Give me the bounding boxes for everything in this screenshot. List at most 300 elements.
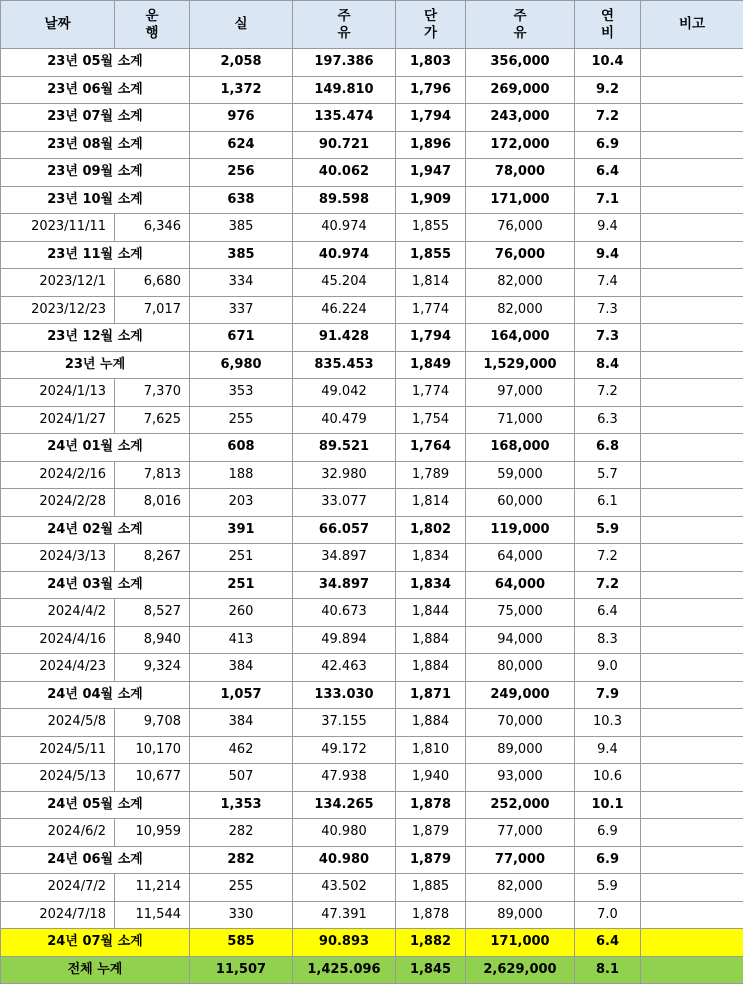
unit-price-cell: 1,814 [396,489,466,517]
actual-distance-cell: 384 [190,709,293,737]
unit-price-cell: 1,855 [396,214,466,242]
efficiency-cell: 6.9 [575,131,641,159]
actual-distance-cell: 585 [190,929,293,957]
efficiency-cell: 8.3 [575,626,641,654]
note-cell [641,214,743,242]
unit-price-cell: 1,947 [396,159,466,187]
efficiency-cell: 6.4 [575,159,641,187]
note-cell [641,406,743,434]
unit-price-cell: 1,884 [396,709,466,737]
subtotal-row [1,516,743,544]
efficiency-cell: 10.3 [575,709,641,737]
subtotal-row [1,131,743,159]
table-row [1,901,743,929]
table-row [1,819,743,847]
odometer-cell: 8,940 [115,626,190,654]
fuel-amount-cell: 37.155 [293,709,396,737]
date-cell: 2023/12/1 [1,269,115,297]
table-row [1,406,743,434]
fuel-amount-cell: 1,425.096 [293,956,396,984]
table-row [1,599,743,627]
efficiency-cell: 10.1 [575,791,641,819]
note-cell [641,296,743,324]
efficiency-cell: 7.0 [575,901,641,929]
efficiency-cell: 7.4 [575,269,641,297]
note-cell [641,599,743,627]
efficiency-cell: 7.2 [575,544,641,572]
efficiency-cell: 9.2 [575,76,641,104]
actual-distance-cell: 251 [190,544,293,572]
period-label: 24년 05월 소계 [1,791,190,819]
fuel-amount-cell: 49.172 [293,736,396,764]
actual-distance-cell: 353 [190,379,293,407]
efficiency-cell: 6.4 [575,929,641,957]
header-line: 연 [600,7,615,24]
header-note: 비고 [641,1,743,49]
fuel-cost-cell: 356,000 [466,49,575,77]
unit-price-cell: 1,844 [396,599,466,627]
date-cell: 2024/5/11 [1,736,115,764]
fuel-amount-cell: 89.521 [293,434,396,462]
unit-price-cell: 1,855 [396,241,466,269]
fuel-amount-cell: 40.980 [293,819,396,847]
subtotal-row [1,159,743,187]
actual-distance-cell: 413 [190,626,293,654]
unit-price-cell: 1,849 [396,351,466,379]
actual-distance-cell: 255 [190,874,293,902]
efficiency-cell: 6.9 [575,819,641,847]
fuel-amount-cell: 133.030 [293,681,396,709]
odometer-cell: 11,214 [115,874,190,902]
fuel-cost-cell: 171,000 [466,929,575,957]
efficiency-cell: 9.4 [575,214,641,242]
period-label: 24년 06월 소계 [1,846,190,874]
odometer-cell: 6,346 [115,214,190,242]
actual-distance-cell: 260 [190,599,293,627]
header-odometer [115,1,190,49]
fuel-cost-cell: 269,000 [466,76,575,104]
efficiency-cell: 5.7 [575,461,641,489]
unit-price-cell: 1,794 [396,104,466,132]
note-cell [641,104,743,132]
actual-distance-cell: 2,058 [190,49,293,77]
fuel-cost-cell: 64,000 [466,544,575,572]
date-cell: 2024/2/16 [1,461,115,489]
efficiency-cell: 6.8 [575,434,641,462]
unit-price-cell: 1,789 [396,461,466,489]
odometer-cell: 7,625 [115,406,190,434]
unit-price-cell: 1,834 [396,544,466,572]
actual-distance-cell: 330 [190,901,293,929]
date-cell: 2024/2/28 [1,489,115,517]
table-body [1,49,743,984]
subtotal-row [1,571,743,599]
fuel-cost-cell: 76,000 [466,214,575,242]
actual-distance-cell: 1,372 [190,76,293,104]
actual-distance-cell: 384 [190,654,293,682]
header-fuel-efficiency [575,1,641,49]
odometer-cell: 7,017 [115,296,190,324]
unit-price-cell: 1,794 [396,324,466,352]
header-line: 비 [600,24,615,41]
table-row [1,296,743,324]
period-label: 23년 08월 소계 [1,131,190,159]
note-cell [641,709,743,737]
unit-price-cell: 1,774 [396,296,466,324]
unit-price-cell: 1,884 [396,654,466,682]
date-cell: 2024/4/23 [1,654,115,682]
subtotal-row [1,104,743,132]
fuel-amount-cell: 47.938 [293,764,396,792]
unit-price-cell: 1,796 [396,76,466,104]
fuel-cost-cell: 82,000 [466,269,575,297]
actual-distance-cell: 507 [190,764,293,792]
period-label: 23년 누계 [1,351,190,379]
note-cell [641,929,743,957]
fuel-cost-cell: 243,000 [466,104,575,132]
header-line: 실 [234,16,248,32]
fuel-amount-cell: 33.077 [293,489,396,517]
note-cell [641,159,743,187]
note-cell [641,49,743,77]
period-label: 24년 04월 소계 [1,681,190,709]
fuel-cost-cell: 75,000 [466,599,575,627]
header-actual-distance [190,1,293,49]
header-date: 날짜 [1,1,115,49]
fuel-amount-cell: 42.463 [293,654,396,682]
efficiency-cell: 6.9 [575,846,641,874]
subtotal-row [1,76,743,104]
period-label: 24년 02월 소계 [1,516,190,544]
note-cell [641,956,743,984]
note-cell [641,76,743,104]
fuel-amount-cell: 40.062 [293,159,396,187]
odometer-cell: 10,170 [115,736,190,764]
efficiency-cell: 9.4 [575,241,641,269]
table-header [1,1,743,49]
fuel-cost-cell: 89,000 [466,736,575,764]
actual-distance-cell: 462 [190,736,293,764]
note-cell [641,544,743,572]
table-row [1,214,743,242]
date-cell: 2024/5/13 [1,764,115,792]
fuel-cost-cell: 252,000 [466,791,575,819]
fuel-cost-cell: 77,000 [466,846,575,874]
actual-distance-cell: 1,057 [190,681,293,709]
fuel-cost-cell: 2,629,000 [466,956,575,984]
note-cell [641,489,743,517]
period-label: 23년 07월 소계 [1,104,190,132]
fuel-amount-cell: 40.974 [293,214,396,242]
header-fuel-cost [466,1,575,49]
actual-distance-cell: 203 [190,489,293,517]
fuel-cost-cell: 172,000 [466,131,575,159]
table-row [1,736,743,764]
actual-distance-cell: 188 [190,461,293,489]
note-cell [641,819,743,847]
unit-price-cell: 1,885 [396,874,466,902]
fuel-amount-cell: 46.224 [293,296,396,324]
note-cell [641,379,743,407]
note-cell [641,901,743,929]
note-cell [641,241,743,269]
note-cell [641,461,743,489]
actual-distance-cell: 391 [190,516,293,544]
table-row [1,461,743,489]
fuel-cost-cell: 77,000 [466,819,575,847]
unit-price-cell: 1,871 [396,681,466,709]
efficiency-cell: 6.4 [575,599,641,627]
actual-distance-cell: 608 [190,434,293,462]
table-row [1,709,743,737]
fuel-amount-cell: 43.502 [293,874,396,902]
fuel-cost-cell: 76,000 [466,241,575,269]
table-row [1,654,743,682]
fuel-amount-cell: 134.265 [293,791,396,819]
fuel-cost-cell: 171,000 [466,186,575,214]
date-cell: 2023/12/23 [1,296,115,324]
subtotal-row [1,186,743,214]
table-row [1,764,743,792]
subtotal-row [1,791,743,819]
fuel-cost-cell: 249,000 [466,681,575,709]
fuel-cost-cell: 94,000 [466,626,575,654]
fuel-amount-cell: 90.893 [293,929,396,957]
table-row [1,544,743,572]
date-cell: 2024/7/18 [1,901,115,929]
period-label: 23년 12월 소계 [1,324,190,352]
note-cell [641,269,743,297]
actual-distance-cell: 337 [190,296,293,324]
fuel-amount-cell: 89.598 [293,186,396,214]
odometer-cell: 8,527 [115,599,190,627]
date-cell: 2023/11/11 [1,214,115,242]
actual-distance-cell: 976 [190,104,293,132]
actual-distance-cell: 385 [190,241,293,269]
header-line: 운 [145,7,159,24]
note-cell [641,434,743,462]
note-cell [641,516,743,544]
note-cell [641,874,743,902]
fuel-cost-cell: 78,000 [466,159,575,187]
period-label: 23년 11월 소계 [1,241,190,269]
unit-price-cell: 1,845 [396,956,466,984]
actual-distance-cell: 6,980 [190,351,293,379]
date-cell: 2024/7/2 [1,874,115,902]
actual-distance-cell: 282 [190,846,293,874]
fuel-amount-cell: 34.897 [293,544,396,572]
period-label: 23년 09월 소계 [1,159,190,187]
fuel-amount-cell: 32.980 [293,461,396,489]
table-row [1,379,743,407]
odometer-cell: 10,959 [115,819,190,847]
header-fuel-amount [293,1,396,49]
period-label: 23년 05월 소계 [1,49,190,77]
fuel-amount-cell: 835.453 [293,351,396,379]
header-row [1,1,743,49]
efficiency-cell: 8.4 [575,351,641,379]
fuel-cost-cell: 82,000 [466,296,575,324]
fuel-amount-cell: 40.673 [293,599,396,627]
note-cell [641,736,743,764]
fuel-amount-cell: 49.894 [293,626,396,654]
efficiency-cell: 7.2 [575,379,641,407]
odometer-cell: 7,813 [115,461,190,489]
subtotal-row [1,434,743,462]
header-unit-price [396,1,466,49]
note-cell [641,626,743,654]
fuel-cost-cell: 80,000 [466,654,575,682]
actual-distance-cell: 255 [190,406,293,434]
unit-price-cell: 1,810 [396,736,466,764]
actual-distance-cell: 638 [190,186,293,214]
efficiency-cell: 8.1 [575,956,641,984]
subtotal-row [1,929,743,957]
period-label: 23년 10월 소계 [1,186,190,214]
fuel-cost-cell: 60,000 [466,489,575,517]
fuel-cost-cell: 89,000 [466,901,575,929]
efficiency-cell: 9.0 [575,654,641,682]
table-row [1,489,743,517]
fuel-cost-cell: 59,000 [466,461,575,489]
fuel-cost-cell: 97,000 [466,379,575,407]
subtotal-row [1,681,743,709]
unit-price-cell: 1,940 [396,764,466,792]
fuel-amount-cell: 91.428 [293,324,396,352]
header-line: 유 [337,24,351,41]
table-row [1,626,743,654]
efficiency-cell: 7.9 [575,681,641,709]
date-cell: 2024/4/16 [1,626,115,654]
note-cell [641,791,743,819]
actual-distance-cell: 671 [190,324,293,352]
actual-distance-cell: 334 [190,269,293,297]
actual-distance-cell: 385 [190,214,293,242]
header-line: 행 [145,24,159,41]
odometer-cell: 9,324 [115,654,190,682]
fuel-amount-cell: 45.204 [293,269,396,297]
unit-price-cell: 1,879 [396,819,466,847]
actual-distance-cell: 1,353 [190,791,293,819]
efficiency-cell: 5.9 [575,874,641,902]
fuel-cost-cell: 1,529,000 [466,351,575,379]
fuel-amount-cell: 34.897 [293,571,396,599]
odometer-cell: 11,544 [115,901,190,929]
unit-price-cell: 1,764 [396,434,466,462]
actual-distance-cell: 282 [190,819,293,847]
fuel-cost-cell: 82,000 [466,874,575,902]
odometer-cell: 8,267 [115,544,190,572]
unit-price-cell: 1,802 [396,516,466,544]
period-label: 전체 누계 [1,956,190,984]
efficiency-cell: 7.3 [575,296,641,324]
efficiency-cell: 9.4 [575,736,641,764]
header-line: 가 [423,24,438,41]
fuel-amount-cell: 40.479 [293,406,396,434]
note-cell [641,764,743,792]
efficiency-cell: 5.9 [575,516,641,544]
odometer-cell: 7,370 [115,379,190,407]
efficiency-cell: 7.1 [575,186,641,214]
efficiency-cell: 10.4 [575,49,641,77]
unit-price-cell: 1,909 [396,186,466,214]
table-row [1,874,743,902]
table-row [1,269,743,297]
fuel-cost-cell: 164,000 [466,324,575,352]
period-label: 24년 07월 소계 [1,929,190,957]
odometer-cell: 9,708 [115,709,190,737]
unit-price-cell: 1,896 [396,131,466,159]
efficiency-cell: 10.6 [575,764,641,792]
fuel-cost-cell: 70,000 [466,709,575,737]
header-line: 유 [513,24,527,41]
period-label: 24년 03월 소계 [1,571,190,599]
fuel-cost-cell: 64,000 [466,571,575,599]
actual-distance-cell: 11,507 [190,956,293,984]
note-cell [641,846,743,874]
fuel-amount-cell: 40.974 [293,241,396,269]
date-cell: 2024/1/27 [1,406,115,434]
subtotal-row [1,846,743,874]
note-cell [641,131,743,159]
actual-distance-cell: 251 [190,571,293,599]
unit-price-cell: 1,834 [396,571,466,599]
date-cell: 2024/5/8 [1,709,115,737]
header-line: 주 [337,7,351,24]
unit-price-cell: 1,879 [396,846,466,874]
fuel-amount-cell: 90.721 [293,131,396,159]
note-cell [641,351,743,379]
odometer-cell: 8,016 [115,489,190,517]
header-line: 주 [513,7,527,24]
unit-price-cell: 1,774 [396,379,466,407]
date-cell: 2024/6/2 [1,819,115,847]
unit-price-cell: 1,814 [396,269,466,297]
fuel-amount-cell: 135.474 [293,104,396,132]
fuel-cost-cell: 168,000 [466,434,575,462]
subtotal-row [1,241,743,269]
period-label: 23년 06월 소계 [1,76,190,104]
fuel-amount-cell: 47.391 [293,901,396,929]
fuel-cost-cell: 93,000 [466,764,575,792]
grand-total-row [1,956,743,984]
fuel-cost-cell: 71,000 [466,406,575,434]
fuel-amount-cell: 66.057 [293,516,396,544]
subtotal-row [1,351,743,379]
note-cell [641,324,743,352]
fuel-amount-cell: 149.810 [293,76,396,104]
note-cell [641,186,743,214]
subtotal-row [1,324,743,352]
unit-price-cell: 1,754 [396,406,466,434]
subtotal-row [1,49,743,77]
efficiency-cell: 6.3 [575,406,641,434]
odometer-cell: 10,677 [115,764,190,792]
efficiency-cell: 6.1 [575,489,641,517]
actual-distance-cell: 256 [190,159,293,187]
unit-price-cell: 1,803 [396,49,466,77]
unit-price-cell: 1,878 [396,901,466,929]
unit-price-cell: 1,884 [396,626,466,654]
fuel-cost-cell: 119,000 [466,516,575,544]
fuel-amount-cell: 197.386 [293,49,396,77]
unit-price-cell: 1,882 [396,929,466,957]
actual-distance-cell: 624 [190,131,293,159]
fuel-amount-cell: 49.042 [293,379,396,407]
note-cell [641,654,743,682]
date-cell: 2024/1/13 [1,379,115,407]
header-line: 단 [423,7,438,24]
